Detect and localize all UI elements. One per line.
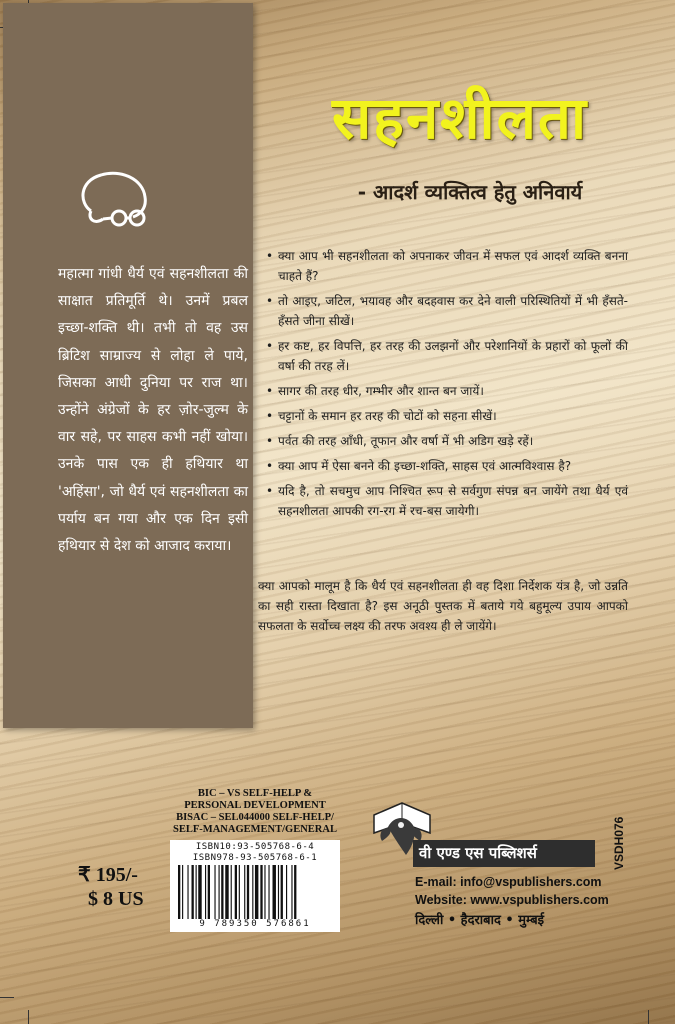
book-title: सहनशीलता [331, 84, 589, 152]
bisac-line: SELF-MANAGEMENT/GENERAL [173, 824, 337, 835]
barcode-number: 9 789350 576861 [199, 919, 311, 929]
side-panel [3, 3, 253, 728]
price-usd: $ 8 US [88, 888, 144, 910]
list-item: • चट्टानों के समान हर तरह की चोटों को सहना सीखें। [266, 406, 628, 426]
gandhi-glasses-icon [73, 163, 163, 233]
gandhi-description: महात्मा गांधी धैर्य एवं सहनशीलता की साक्षात प्रतिमूर्ति थे। उनमें प्रबल इच्छा-शक्ति थी। तभी तो वह उस ब्रिटिश साम्राज्य से लोहा ले पाये, जिसका आधी दुनिया पर राज था। उन्होंने अंग्रेजों के हर ज़ोर-जुल्म के वार सहे, पर साहस कभी नहीं खोया। उनके पास एक ही हथियार था 'अहिंसा', जो धैर्य एवं सहनशीलता का पर्याय बन गया और एक दिन इसी हथियार से देश को आजाद कराया। [58, 266, 248, 555]
isbn-13: ISBN978-93-505768-6-1 [192, 853, 318, 863]
closing-paragraph: क्या आपको मालूम है कि धैर्य एवं सहनशीलता ही वह दिशा निर्देशक यंत्र है, जो उन्नति का सही रास्ता दिखाता है? इस अनूठी पुस्तक में बताये गये बहुमूल्य उपाय आपको सफलता के सर्वोच्च लक्ष्य की तरफ अवश्य ही ले जायेंगे। [258, 579, 628, 633]
bic-line: PERSONAL DEVELOPMENT [184, 800, 326, 811]
publisher-website: Website: www.vspublishers.com [415, 893, 609, 907]
benefits-list [266, 246, 628, 526]
list-item: • पर्वत की तरह आँधी, तूफान और वर्षा में भी अडिग खड़े रहें। [266, 431, 628, 451]
publisher-email: E-mail: info@vspublishers.com [415, 875, 602, 889]
crop-mark [28, 1010, 29, 1024]
list-item: • हर कष्ट, हर विपत्ति, हर तरह की उलझनों और परेशानियों के प्रहारों को फूलों की वर्षा की तरह लें। [266, 336, 628, 376]
publisher-cities: दिल्ली • हैदराबाद • मुम्बई [415, 913, 545, 928]
subject-classification [170, 788, 340, 836]
publisher-name: वी एण्ड एस पब्लिशर्स [413, 840, 595, 867]
list-item: • तो आइए, जटिल, भयावह और बदहवास कर देने वाली परिस्थितियों में भी हँसते-हँसते जीना सीखें। [266, 291, 628, 331]
list-item: • क्या आप में ऐसा बनने की इच्छा-शक्ति, साहस एवं आत्मविश्वास है? [266, 456, 628, 476]
crop-mark [648, 1010, 649, 1024]
bic-line: BIC – VS SELF-HELP & [197, 788, 313, 799]
price-inr: ₹ 195/- [78, 864, 138, 886]
list-item: • क्या आप भी सहनशीलता को अपनाकर जीवन में सफल एवं आदर्श व्यक्ति बनना चाहते हैं? [266, 246, 628, 286]
list-item: • यदि है, तो सचमुच आप निश्चित रूप से सर्वगुण संपन्न बन जायेंगे तथा धैर्य एवं सहनशीलता आपकी रग-रग में रच-बस जायेगी। [266, 481, 628, 521]
barcode-block [170, 840, 340, 932]
crop-mark [0, 997, 14, 998]
sku-code: VSDH076 [612, 816, 626, 870]
book-subtitle: - आदर्श व्यक्तित्व हेतु अनिवार्य [357, 180, 583, 204]
bisac-line: BISAC – SEL044000 SELF-HELP/ [176, 812, 334, 823]
barcode-icon [178, 865, 332, 919]
isbn-10: ISBN10:93-505768-6-4 [195, 842, 315, 852]
list-item: • सागर की तरह धीर, गम्भीर और शान्त बन जायें। [266, 381, 628, 401]
